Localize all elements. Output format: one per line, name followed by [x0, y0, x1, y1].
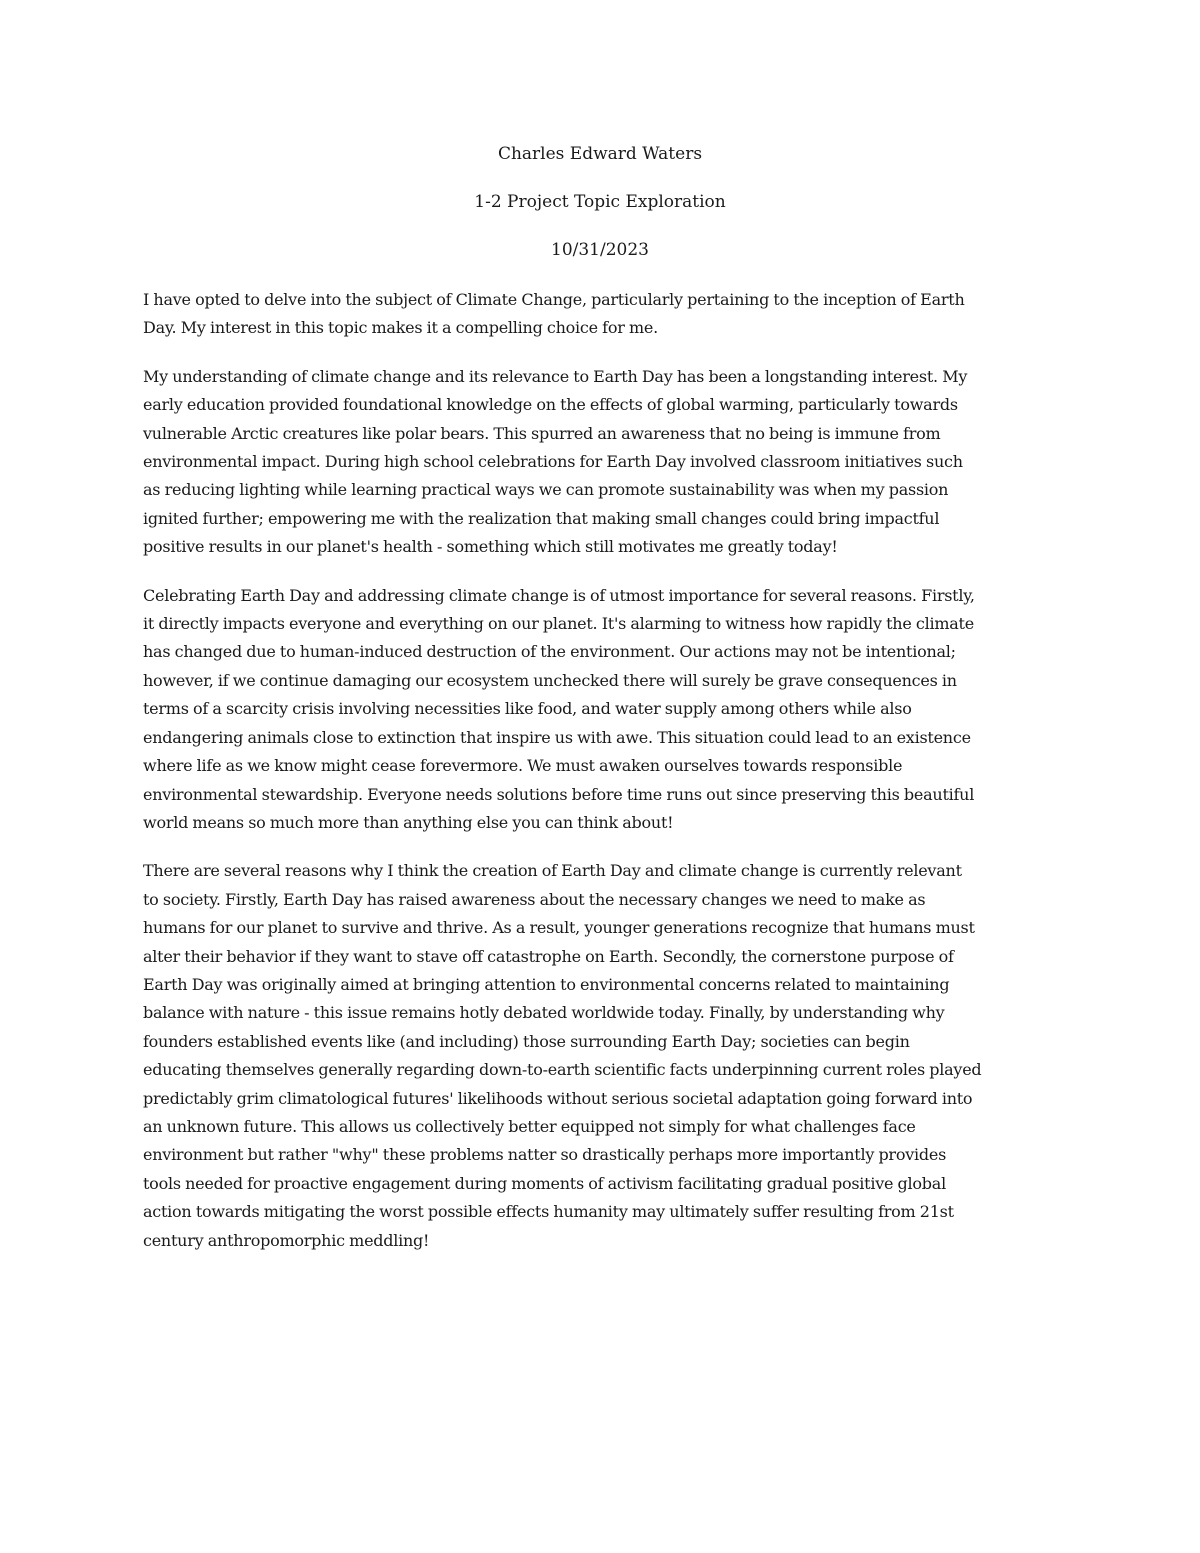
paragraph-line: action towards mitigating the worst possible effects humanity may ultimately suffer resulting from 21st	[143, 1202, 954, 1222]
paragraph-line: as reducing lighting while learning practical ways we can promote sustainability was when my passion	[143, 480, 949, 500]
document-date: 10/31/2023	[551, 240, 649, 260]
paragraph-line: early education provided foundational knowledge on the effects of global warming, particularly towards	[143, 395, 958, 415]
paragraph-line: Earth Day was originally aimed at bringing attention to environmental concerns related to maintaining	[143, 974, 950, 994]
paragraph-line: predictably grim climatological futures' likelihoods without serious societal adaptation going forward into	[143, 1088, 973, 1108]
paragraph-line: environment but rather "why" these problems natter so drastically perhaps more importantly provides	[143, 1145, 947, 1165]
body-paragraph	[143, 286, 1063, 343]
paragraph-line: balance with nature - this issue remains hotly debated worldwide today. Finally, by understanding why	[143, 1003, 945, 1023]
paragraph-line: educating themselves generally regarding down-to-earth scientific facts underpinning current roles played	[143, 1060, 982, 1080]
paragraph-line: positive results in our planet's health - something which still motivates me greatly today!	[143, 537, 838, 557]
body-paragraph	[143, 582, 1063, 838]
paragraph-line: terms of a scarcity crisis involving necessities like food, and water supply among others while also	[143, 699, 912, 719]
body-paragraph	[143, 363, 1063, 562]
paragraph-line: tools needed for proactive engagement during moments of activism facilitating gradual positive global	[143, 1173, 946, 1193]
author-name: Charles Edward Waters	[497, 144, 703, 164]
paragraph-line: an unknown future. This allows us collectively better equipped not simply for what challenges face	[143, 1116, 916, 1136]
paragraph-line: has changed due to human-induced destruction of the environment. Our actions may not be intentional;	[143, 642, 956, 662]
paragraph-line: My understanding of climate change and its relevance to Earth Day has been a longstanding interest. My	[143, 366, 968, 386]
paragraph-line: I have opted to delve into the subject of Climate Change, particularly pertaining to the inception of Earth	[143, 290, 965, 309]
paragraph-line: world means so much more than anything else you can think about!	[143, 812, 674, 832]
paragraph-line: environmental stewardship. Everyone needs solutions before time runs out since preserving this beautiful	[143, 784, 975, 804]
body-paragraph	[143, 857, 1063, 1255]
paragraph-line: Day. My interest in this topic makes it a compelling choice for me.	[143, 318, 658, 338]
paragraph-line: vulnerable Arctic creatures like polar bears. This spurred an awareness that no being is immune from	[143, 423, 941, 443]
paragraph-line: ignited further; empowering me with the realization that making small changes could bring impactful	[143, 508, 940, 528]
paragraph-line: humans for our planet to survive and thrive. As a result, younger generations recognize that humans must	[143, 918, 975, 938]
document-title: 1-2 Project Topic Exploration	[474, 192, 726, 212]
paragraph-line: however, if we continue damaging our ecosystem unchecked there will surely be grave consequences in	[143, 670, 957, 690]
paragraph-line: endangering animals close to extinction that inspire us with awe. This situation could lead to an existence	[143, 727, 971, 747]
paragraph-line: century anthropomorphic meddling!	[143, 1230, 430, 1250]
paragraph-line: environmental impact. During high school celebrations for Earth Day involved classroom initiatives such	[143, 452, 963, 472]
document-body	[143, 286, 1063, 1275]
paragraph-line: where life as we know might cease forevermore. We must awaken ourselves towards responsible	[143, 756, 903, 776]
paragraph-line: alter their behavior if they want to stave off catastrophe on Earth. Secondly, the cornerstone purpose of	[143, 946, 954, 966]
paragraph-line: founders established events like (and including) those surrounding Earth Day; societies can begin	[143, 1031, 910, 1051]
paragraph-line: Celebrating Earth Day and addressing climate change is of utmost importance for several reasons. Firstly,	[143, 585, 975, 605]
paragraph-line: There are several reasons why I think the creation of Earth Day and climate change is currently relevant	[143, 861, 962, 881]
paragraph-line: to society. Firstly, Earth Day has raised awareness about the necessary changes we need to make as	[143, 889, 926, 909]
paragraph-line: it directly impacts everyone and everything on our planet. It's alarming to witness how rapidly the climate	[143, 614, 974, 634]
